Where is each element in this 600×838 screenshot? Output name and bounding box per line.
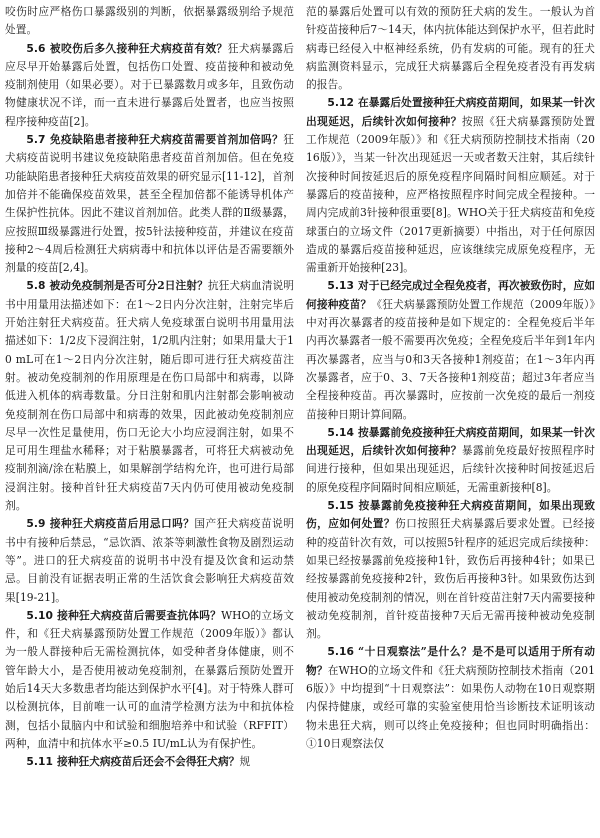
section-5-7 bbox=[5, 131, 294, 277]
section-number: 5.15 bbox=[327, 499, 354, 513]
section-number: 5.14 bbox=[327, 425, 354, 439]
left-column bbox=[5, 3, 294, 838]
section-question: 接种狂犬病疫苗后需要查抗体吗？ bbox=[56, 608, 222, 622]
section-body: 《狂犬病暴露预防处置工作规范（2009年版）》中对再次暴露者的疫苗接种是如下规定的：全程免疫后半年内再次暴露者一般不需要再次免疫；全程免疫后半年到1年内再次暴露者，应当与0和3天各接种1剂疫苗；在1～3年内再次暴露者，应于0、3、7天各接种1剂疫苗；超过3年者应当全程接种疫苗。再次暴露时，应按前一次免疫的最后一剂疫苗接种日期计算间隔。 bbox=[306, 297, 595, 421]
section-number: 5.12 bbox=[327, 96, 354, 110]
section-number: 5.6 bbox=[26, 41, 46, 55]
section-5-9 bbox=[5, 515, 294, 606]
section-question: 被咬伤后多久接种狂犬病疫苗有效？ bbox=[49, 41, 228, 55]
section-5-15 bbox=[306, 497, 595, 643]
section-body: WHO的立场文件，和《狂犬病暴露预防处置工作规范（2009年版）》都认为一般人群接种后无需检测抗体，如受种者身体健康，则不管年龄大小，是否使用被动免疫制剂，在暴露后预防处置开始后14天大多数患者均能达到保护水平[4]。对于特殊人群可以检测抗体，目前唯一认可的血清学检测方法为中和抗体检测，包括小鼠脑内中和试验和细胞培养中和试验（RFFIT）两种，血清中和抗体水平≥0.5 IU/mL认为有保护性。 bbox=[5, 608, 294, 750]
section-body: 狂犬病暴露后应尽早开始暴露后处置，包括伤口处置、疫苗接种和被动免疫制剂使用（如果必要）。对于已暴露数月或多年，且致伤动物健康状况不详，而一直未进行暴露后处置者，也应当按照程序接种疫苗[2]。 bbox=[5, 41, 294, 128]
section-5-12 bbox=[306, 94, 595, 277]
section-question: 在暴露后处置接种狂犬病疫苗期间，如果某一针次出现延迟，后续针次如何接种？ bbox=[306, 96, 595, 128]
section-question: 接种狂犬病疫苗后用忌口吗？ bbox=[49, 517, 195, 531]
section-5-6 bbox=[5, 40, 294, 131]
section-number: 5.11 bbox=[26, 755, 53, 769]
section-question: 按暴露前免疫接种狂犬病疫苗期间，如果出现致伤，应如何处置？ bbox=[306, 499, 595, 531]
section-body: 抗狂犬病血清说明书中用量用法描述如下：在1～2日内分次注射，注射完毕后开始注射狂犬病疫苗。狂犬病人免疫球蛋白说明书用量用法描述如下：1/2皮下浸润注射，1/2肌内注射；如果用量大于10 mL可在1～2日内分次注射，随后即可进行狂犬病疫苗注射。被动免疫制剂的作用原理是在伤口局部中和病毒，以降低进入机体的病毒数量。分日注射和肌内注射都会影响被动免疫制剂在伤口局部中和病毒的效果，因此被动免疫制剂应尽早一次性足量使用，伤口无论大小均应浸润注射，如果不足可用生理盐水稀释；对于粘膜暴露者，可将狂犬病被动免疫制剂滴/涂在粘膜上，如果解剖学结构允许，也可进行局部浸润注射。接种首针狂犬病疫苗7天内仍可使用被动免疫制剂。 bbox=[5, 279, 294, 513]
continuation-paragraph: 咬伤时应严格伤口暴露级别的判断，依据暴露级别给予规范处置。 bbox=[5, 5, 294, 37]
section-question: 按暴露前免疫接种狂犬病疫苗期间，如果某一针次出现延迟，后续针次如何接种？ bbox=[306, 425, 595, 458]
continuation-paragraph: 范的暴露后处置可以有效的预防狂犬病的发生。一般认为首针疫苗接种后7～14天，体内抗体能达到保护水平，但若此时病毒已经侵入中枢神经系统，仍有发病的可能。现有的狂犬病监测资料显示，完成狂犬病暴露后全程免疫者没有再发病的报告。 bbox=[306, 5, 595, 92]
section-5-13 bbox=[306, 277, 595, 423]
right-column bbox=[306, 3, 595, 838]
section-5-11 bbox=[5, 753, 294, 771]
section-number: 5.10 bbox=[26, 608, 53, 622]
section-5-14 bbox=[306, 424, 595, 497]
section-body: 狂犬病疫苗说明书建议免疫缺陷患者疫苗首剂加倍。但在免疫功能缺陷患者接种狂犬病疫苗效果的研究显示[11-12]，首剂加倍并不能确保疫苗效果，甚至全程加倍都不能诱导机体产生保护性抗体。因此不建议首剂加倍。此类人群的Ⅱ级暴露，应按照Ⅲ级暴露进行处置，按5针法接种疫苗，并建议在疫苗接种2～4周后检测狂犬病病毒中和抗体以评估是否需要额外剂量的疫苗[2,4]。 bbox=[5, 133, 294, 275]
section-number: 5.7 bbox=[26, 133, 46, 147]
section-question: 免疫缺陷患者接种狂犬病疫苗需要首剂加倍吗？ bbox=[49, 133, 284, 147]
section-number: 5.13 bbox=[327, 279, 354, 293]
section-body: 暴露前免疫最好按照程序时间进行接种，但如果出现延迟，后续针次接种时间按延迟后的原免疫程序间隔时间相应顺延，无需重新接种[8]。 bbox=[306, 444, 595, 494]
section-5-10 bbox=[5, 607, 294, 753]
section-question: 接种狂犬病疫苗后还会不会得狂犬病？ bbox=[56, 755, 240, 769]
section-body: 伤口按照狂犬病暴露后要求处置。已经接种的疫苗针次有效，可以按照5针程序的延迟完成后续接种：如果已经按暴露前免疫接种1针，致伤后再接种4针；如果已经按暴露前免疫接种2针，致伤后再接种3针。如果致伤达到使用被动免疫制剂的情况，则在首针疫苗注射7天内需要接种被动免疫制剂，首针疫苗接种7天后无需再接种被动免疫制剂。 bbox=[306, 517, 595, 641]
section-number: 5.9 bbox=[26, 517, 46, 531]
section-number: 5.8 bbox=[26, 279, 46, 293]
section-body: 在WHO的立场文件和《狂犬病预防控制技术指南（2016版）》中均提到“十日观察法”：如果伤人动物在10日观察期内保持健康，或经可靠的实验室使用恰当诊断技术证明该动物未患狂犬病，则可以终止免疫接种；但也同时明确指出：①10日观察法仅 bbox=[306, 663, 595, 750]
section-number: 5.16 bbox=[327, 645, 354, 659]
section-question: 对于已经完成过全程免疫者，再次被致伤时，应如何接种疫苗？ bbox=[306, 279, 595, 311]
section-question: 被动免疫制剂是否可分2日注射？ bbox=[49, 279, 208, 293]
section-question: “十日观察法”是什么？是不是可以适用于所有动物？ bbox=[306, 645, 595, 677]
section-body: 国产狂犬病疫苗说明书中有接种后禁忌，“忌饮酒、浓茶等刺激性食物及剧烈运动等”。进口的狂犬病疫苗的说明书中没有提及饮食和运动禁忌。目前没有证据表明正常的生活饮食会影响狂犬病疫苗效果[19-21]。 bbox=[5, 517, 294, 604]
section-5-16 bbox=[306, 643, 595, 753]
section-5-8 bbox=[5, 277, 294, 515]
section-body: 规 bbox=[239, 755, 251, 769]
section-body: 按照《狂犬病暴露预防处置工作规范（2009年版）》和《狂犬病预防控制技术指南（2016版）》，当某一针次出现延迟一天或者数天注射，其后续针次接种时间按延迟后的原免疫程序间隔时间相应顺延。对于暴露后的疫苗接种，应严格按照程序时间完成全程接种。一周内完成前3针接种很重要[8]。WHO关于狂犬病疫苗和免疫球蛋白的立场文件（2017更新摘要）中指出，对于任何原因造成的暴露后疫苗接种延迟，应该继续完成原免疫程序，无需重新开始接种[23]。 bbox=[306, 114, 595, 275]
